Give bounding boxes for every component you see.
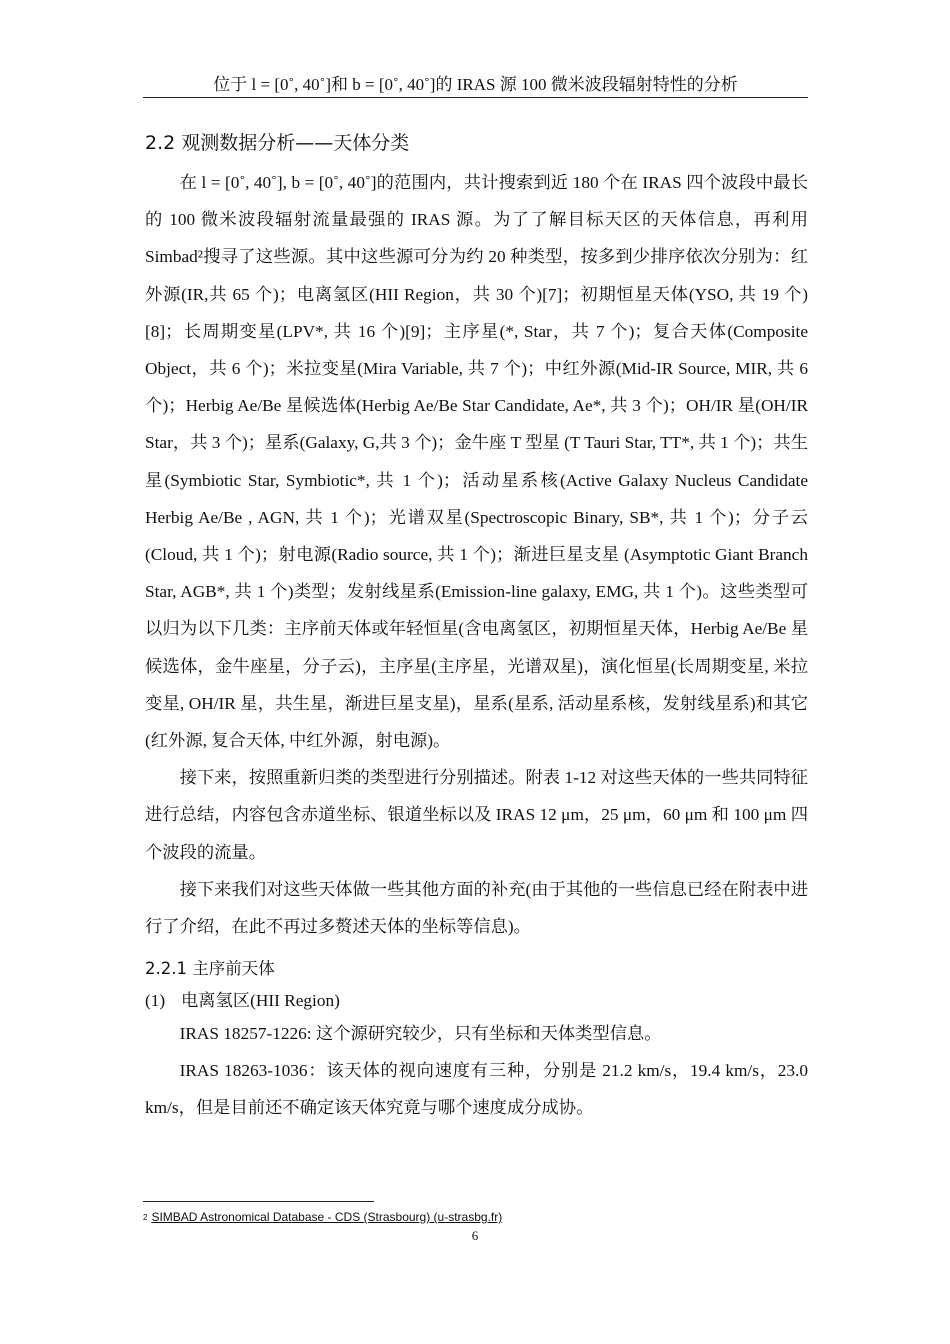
footnote <box>143 1210 502 1225</box>
body-paragraph-3: 接下来我们对这些天体做一些其他方面的补充(由于其他的一些信息已经在附表中进行了介绍，在此不再过多赘述天体的坐标等信息)。 <box>145 879 808 937</box>
enumerated-item <box>145 987 808 1015</box>
item-number: (1) <box>145 991 166 1011</box>
footnote-rule <box>143 1201 374 1202</box>
source-paragraph-2: IRAS 18263-1036：该天体的视向速度有三种，分别是 21.2 km/s，19.4 km/s，23.0 km/s，但是目前还不确定该天体究竟与哪个速度成分成协。 <box>145 1061 808 1118</box>
footnote-link[interactable]: SIMBAD Astronomical Database - CDS (Strasbourg) (u-strasbg.fr) <box>151 1210 503 1224</box>
item-label: 电离氢区(HII Region) <box>181 991 340 1011</box>
body-paragraph-1: 在 l = [0˚, 40˚], b = [0˚, 40˚]的范围内，共计搜索到近 180 个在 IRAS 四个波段中最长的 100 微米波段辐射流量最强的 IRAS 源。为了了解目标天区的天体信息，再利用 Simbad²搜寻了这些源。其中这些源可分为约 20 种类型，按多到少排序依次分别为：红外源(IR,共 65 个)；电离氢区(HII Region，共 30 个)[7]；初期恒星天体(YSO, 共 19 个)[8]；长周期变星(LPV*, 共 16 个)[9]；主序星(*, Star，共 7 个)；复合天体(Composite Object，共 6 个)；米拉变星(Mira Variable, 共 7 个)；中红外源(Mid-IR Source, MIR, 共 6 个)；Herbig Ae/Be 星候选体(Herbig Ae/Be Star Candidate, Ae*, 共 3 个)；OH/IR 星(OH/IR Star，共 3 个)；星系(Galaxy, G,共 3 个)；金牛座 T 型星 (T Tauri Star, TT*, 共 1 个)；共生星(Symbiotic Star, Symbiotic*, 共 1 个)；活动星系核(Active Galaxy Nucleus Candidate Herbig Ae/Be , AGN, 共 1 个)；光谱双星(Spectroscopic Binary, SB*, 共 1 个)；分子云(Cloud, 共 1 个)；射电源(Radio source, 共 1 个)；渐进巨星支星 (Asymptotic Giant Branch Star, AGB*, 共 1 个)类型；发射线星系(Emission-line galaxy, EMG, 共 1 个)。这些类型可以归为以下几类：主序前天体或年轻恒星(含电离氢区，初期恒星天体，Herbig Ae/Be 星候选体，金牛座星，分子云)，主序星(主序星，光谱双星)，演化恒星(长周期变星, 米拉变星, OH/IR 星，共生星，渐进巨星支星)，星系(星系, 活动星系核，发射线星系)和其它(红外源, 复合天体, 中红外源，射电源)。 <box>145 173 808 751</box>
running-header: 位于 l = [0˚, 40˚]和 b = [0˚, 40˚]的 IRAS 源 100 微米波段辐射特性的分析 <box>213 75 738 94</box>
section-title: 2.2 观测数据分析——天体分类 <box>145 132 410 154</box>
main-content <box>145 128 808 1126</box>
page-number: 6 <box>471 1228 479 1243</box>
body-paragraph-2: 接下来，按照重新归类的类型进行分别描述。附表 1-12 对这些天体的一些共同特征进行总结，内容包含赤道坐标、银道坐标以及 IRAS 12 μm，25 μm，60 μm 和 100 μm 四个波段的流量。 <box>145 768 808 862</box>
subsection-title: 2.2.1 主序前天体 <box>145 959 275 979</box>
header-rule <box>143 97 808 98</box>
footnote-mark: 2 <box>143 1213 148 1222</box>
source-paragraph-1: IRAS 18257-1226: 这个源研究较少，只有坐标和天体类型信息。 <box>179 1024 662 1044</box>
